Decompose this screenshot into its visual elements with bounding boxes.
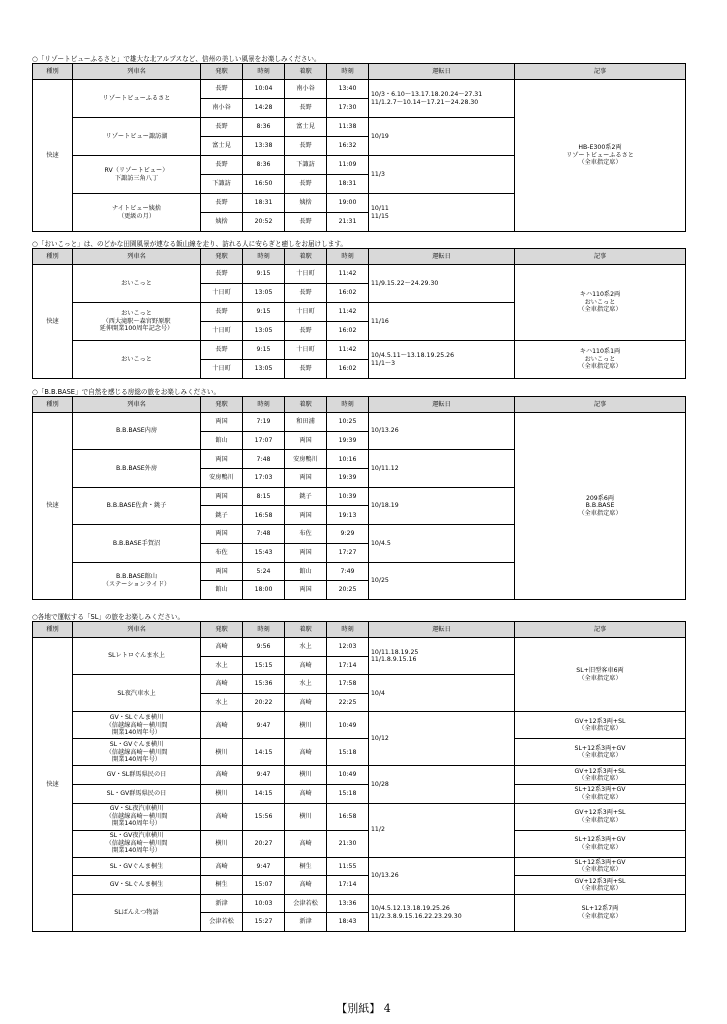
timetable	[32, 396, 686, 600]
departure-time: 5:24	[243, 562, 285, 581]
train-name: B.B.BASE館山 （ステーションライド）	[73, 562, 201, 599]
section-oykot	[32, 240, 685, 379]
arrival-station: 会津若松	[285, 894, 327, 913]
departure-station: 姨捨	[201, 213, 243, 232]
section-sl	[32, 613, 685, 932]
column-header: 列車名	[73, 249, 201, 265]
train-name: SL・GVぐんま桐生	[73, 857, 201, 876]
departure-station: 十日町	[201, 322, 243, 341]
arrival-station: 両国	[285, 431, 327, 450]
arrival-time: 15:18	[327, 784, 369, 803]
departure-station: 横川	[201, 739, 243, 766]
operation-days: 10/12	[369, 712, 515, 766]
arrival-time: 21:30	[327, 830, 369, 857]
table-row	[33, 341, 686, 360]
train-notes: GV+12系3両+SL （全車指定席）	[515, 712, 686, 739]
timetable	[32, 248, 686, 379]
departure-station: 高崎	[201, 857, 243, 876]
section-caption: ○「おいこっと」は、のどかな田園風景が連なる飯山線を走り、訪れる人に安らぎと癒しをお届けします。	[32, 240, 347, 248]
column-header: 時刻	[243, 64, 285, 80]
arrival-station: 十日町	[285, 265, 327, 284]
arrival-time: 21:31	[327, 213, 369, 232]
departure-time: 9:47	[243, 712, 285, 739]
section-bb-base	[32, 388, 685, 600]
operation-days: 11/16	[369, 303, 515, 341]
arrival-station: 和田浦	[285, 413, 327, 432]
departure-time: 14:28	[243, 99, 285, 118]
arrival-station: 高崎	[285, 693, 327, 712]
departure-station: 新津	[201, 894, 243, 913]
departure-station: 横川	[201, 830, 243, 857]
departure-station: 桐生	[201, 876, 243, 895]
arrival-time: 11:42	[327, 303, 369, 322]
operation-days: 10/4.5	[369, 525, 515, 562]
departure-time: 7:19	[243, 413, 285, 432]
train-name: SL夜汽車水上	[73, 675, 201, 712]
arrival-time: 18:31	[327, 175, 369, 194]
train-name: B.B.BASE外房	[73, 450, 201, 487]
departure-time: 9:15	[243, 303, 285, 322]
operation-days: 10/4.5.12.13.18.19.25.26 11/2.3.8.9.15.16.22.23.29.30	[369, 894, 515, 931]
departure-time: 15:07	[243, 876, 285, 895]
column-header: 着駅	[285, 64, 327, 80]
departure-station: 両国	[201, 562, 243, 581]
departure-station: 高崎	[201, 638, 243, 657]
train-notes: SL+旧型客車6両 （全車指定席）	[515, 638, 686, 712]
departure-time: 15:27	[243, 913, 285, 932]
column-header: 時刻	[243, 249, 285, 265]
train-notes: キハ110系1両 おいこっと （全車指定席）	[515, 341, 686, 379]
arrival-time: 18:43	[327, 913, 369, 932]
departure-station: 銚子	[201, 506, 243, 525]
train-notes: 209系6両 B.B.BASE （全車指定席）	[515, 413, 686, 600]
departure-time: 18:00	[243, 581, 285, 600]
column-header: 時刻	[327, 397, 369, 413]
arrival-time: 13:40	[327, 80, 369, 99]
departure-station: 高崎	[201, 712, 243, 739]
departure-station: 横川	[201, 784, 243, 803]
departure-time: 13:05	[243, 360, 285, 379]
column-header: 記事	[515, 622, 686, 638]
table-row	[33, 830, 686, 857]
train-name: GV・SL夜汽車横川 （信越線高崎～横川間 開業140周年号）	[73, 803, 201, 830]
departure-station: 富士見	[201, 137, 243, 156]
arrival-time: 17:14	[327, 876, 369, 895]
header-row	[33, 622, 686, 638]
departure-station: 会津若松	[201, 913, 243, 932]
departure-station: 長野	[201, 341, 243, 360]
departure-time: 15:15	[243, 656, 285, 675]
column-header: 時刻	[327, 622, 369, 638]
departure-station: 両国	[201, 450, 243, 469]
column-header: 時刻	[243, 397, 285, 413]
departure-station: 高崎	[201, 766, 243, 785]
table-row	[33, 265, 686, 284]
arrival-station: 南小谷	[285, 80, 327, 99]
arrival-time: 17:30	[327, 99, 369, 118]
train-name: RV（リゾートビュー） 下諏訪三角八丁	[73, 156, 201, 194]
section-caption: ○各地で運転する「SL」の旅をお楽しみください。	[32, 613, 185, 621]
column-header: 列車名	[73, 622, 201, 638]
arrival-station: 長野	[285, 99, 327, 118]
arrival-time: 11:09	[327, 156, 369, 175]
arrival-station: 高崎	[285, 656, 327, 675]
departure-station: 長野	[201, 118, 243, 137]
table-row	[33, 413, 686, 432]
table-row	[33, 894, 686, 913]
column-header: 種別	[33, 249, 73, 265]
column-header: 発駅	[201, 64, 243, 80]
departure-station: 高崎	[201, 675, 243, 694]
arrival-time: 11:55	[327, 857, 369, 876]
departure-station: 館山	[201, 431, 243, 450]
operation-days: 11/2	[369, 803, 515, 857]
arrival-time: 10:49	[327, 766, 369, 785]
arrival-station: 新津	[285, 913, 327, 932]
operation-days: 10/11.12	[369, 450, 515, 487]
departure-station: 十日町	[201, 284, 243, 303]
departure-station: 高崎	[201, 803, 243, 830]
column-header: 運転日	[369, 64, 515, 80]
departure-time: 9:56	[243, 638, 285, 657]
timetable	[32, 621, 686, 932]
section-caption: ○「リゾートビューふるさと」で雄大な北アルプスなど、信州の美しい風景をお楽しみください。	[32, 55, 321, 63]
arrival-time: 7:49	[327, 562, 369, 581]
arrival-time: 20:25	[327, 581, 369, 600]
arrival-station: 高崎	[285, 876, 327, 895]
section-caption: ○「B.B.BASE」で自然を感じる房総の旅をお楽しみください。	[32, 388, 221, 396]
departure-station: 長野	[201, 156, 243, 175]
arrival-time: 17:14	[327, 656, 369, 675]
departure-time: 8:36	[243, 156, 285, 175]
departure-station: 下諏訪	[201, 175, 243, 194]
table-row	[33, 876, 686, 895]
column-header: 時刻	[327, 64, 369, 80]
column-header: 発駅	[201, 397, 243, 413]
column-header: 着駅	[285, 397, 327, 413]
service-type: 快速	[33, 413, 73, 600]
arrival-time: 22:25	[327, 693, 369, 712]
train-name: B.B.BASE手賀沼	[73, 525, 201, 562]
arrival-station: 水上	[285, 675, 327, 694]
header-row	[33, 397, 686, 413]
operation-days: 11/9.15.22～24.29.30	[369, 265, 515, 303]
departure-station: 長野	[201, 265, 243, 284]
arrival-time: 19:00	[327, 194, 369, 213]
column-header: 発駅	[201, 622, 243, 638]
train-notes: GV+12系3両+SL （全車指定席）	[515, 876, 686, 895]
departure-station: 長野	[201, 80, 243, 99]
arrival-station: 高崎	[285, 784, 327, 803]
departure-time: 9:15	[243, 341, 285, 360]
page-footer: 【別紙】 4	[336, 1002, 391, 1015]
column-header: 記事	[515, 64, 686, 80]
table-row	[33, 803, 686, 830]
table-row	[33, 739, 686, 766]
arrival-time: 16:02	[327, 284, 369, 303]
train-name: SLばんえつ物語	[73, 894, 201, 931]
train-name: GV・SLぐんま横川 （信越線高崎～横川間 開業140周年号）	[73, 712, 201, 739]
arrival-station: 十日町	[285, 303, 327, 322]
arrival-station: 長野	[285, 137, 327, 156]
arrival-time: 16:58	[327, 803, 369, 830]
departure-time: 17:07	[243, 431, 285, 450]
operation-days: 10/13.26	[369, 857, 515, 894]
train-notes: SL+12系3両+GV （全車指定席）	[515, 784, 686, 803]
arrival-time: 16:02	[327, 322, 369, 341]
column-header: 運転日	[369, 249, 515, 265]
departure-station: 布佐	[201, 543, 243, 562]
arrival-station: 横川	[285, 712, 327, 739]
arrival-station: 両国	[285, 543, 327, 562]
departure-time: 10:03	[243, 894, 285, 913]
column-header: 着駅	[285, 249, 327, 265]
column-header: 種別	[33, 64, 73, 80]
train-notes: キハ110系2両 おいこっと （全車指定席）	[515, 265, 686, 341]
operation-days: 10/25	[369, 562, 515, 599]
departure-time: 7:48	[243, 450, 285, 469]
train-name: SL・GV群馬県民の日	[73, 784, 201, 803]
arrival-time: 13:36	[327, 894, 369, 913]
departure-station: 両国	[201, 525, 243, 544]
arrival-station: 十日町	[285, 341, 327, 360]
operation-days: 10/4	[369, 675, 515, 712]
train-name: B.B.BASE佐倉・銚子	[73, 487, 201, 524]
train-name: ナイトビュー姨捨 （更級の月）	[73, 194, 201, 232]
arrival-station: 姨捨	[285, 194, 327, 213]
arrival-time: 10:25	[327, 413, 369, 432]
arrival-time: 19:39	[327, 469, 369, 488]
column-header: 列車名	[73, 397, 201, 413]
departure-time: 9:47	[243, 766, 285, 785]
departure-time: 13:38	[243, 137, 285, 156]
arrival-station: 下諏訪	[285, 156, 327, 175]
section-resort-view-furusato	[32, 55, 685, 232]
departure-time: 17:03	[243, 469, 285, 488]
arrival-station: 横川	[285, 766, 327, 785]
departure-station: 十日町	[201, 360, 243, 379]
column-header: 運転日	[369, 397, 515, 413]
train-name: GV・SL群馬県民の日	[73, 766, 201, 785]
operation-days: 10/13.26	[369, 413, 515, 450]
table-row	[33, 857, 686, 876]
train-name: SL・GVぐんま横川 （信越線高崎～横川間 開業140周年号）	[73, 739, 201, 766]
arrival-time: 17:58	[327, 675, 369, 694]
train-notes: SL+12系7両 （全車指定席）	[515, 894, 686, 931]
operation-days: 10/19	[369, 118, 515, 156]
departure-station: 館山	[201, 581, 243, 600]
arrival-station: 高崎	[285, 739, 327, 766]
arrival-station: 水上	[285, 638, 327, 657]
header-row	[33, 64, 686, 80]
departure-station: 長野	[201, 303, 243, 322]
train-notes: HB-E300系2両 リゾートビューふるさと （全車指定席）	[515, 80, 686, 232]
column-header: 発駅	[201, 249, 243, 265]
column-header: 着駅	[285, 622, 327, 638]
arrival-time: 16:32	[327, 137, 369, 156]
table-row	[33, 80, 686, 99]
train-name: おいこっと	[73, 341, 201, 379]
arrival-time: 15:18	[327, 739, 369, 766]
table-row	[33, 784, 686, 803]
arrival-station: 布佐	[285, 525, 327, 544]
arrival-station: 横川	[285, 803, 327, 830]
service-type: 快速	[33, 638, 73, 932]
departure-time: 8:36	[243, 118, 285, 137]
arrival-station: 安房鴨川	[285, 450, 327, 469]
arrival-station: 館山	[285, 562, 327, 581]
train-name: リゾートビューふるさと	[73, 80, 201, 118]
train-name: リゾートビュー諏訪湖	[73, 118, 201, 156]
departure-station: 長野	[201, 194, 243, 213]
departure-time: 15:56	[243, 803, 285, 830]
departure-time: 16:50	[243, 175, 285, 194]
arrival-time: 11:38	[327, 118, 369, 137]
departure-time: 16:58	[243, 506, 285, 525]
departure-time: 9:15	[243, 265, 285, 284]
column-header: 運転日	[369, 622, 515, 638]
train-name: SLレトロぐんま水上	[73, 638, 201, 675]
arrival-station: 富士見	[285, 118, 327, 137]
train-notes: SL+12系3両+GV （全車指定席）	[515, 857, 686, 876]
departure-time: 15:36	[243, 675, 285, 694]
departure-time: 13:05	[243, 284, 285, 303]
arrival-time: 16:02	[327, 360, 369, 379]
departure-time: 7:48	[243, 525, 285, 544]
arrival-station: 長野	[285, 213, 327, 232]
arrival-station: 両国	[285, 469, 327, 488]
arrival-time: 10:49	[327, 712, 369, 739]
header-row	[33, 249, 686, 265]
departure-station: 両国	[201, 487, 243, 506]
column-header: 列車名	[73, 64, 201, 80]
train-name: おいこっと （西大滝駅～森宮野原駅 延伸開業100周年記念号）	[73, 303, 201, 341]
departure-station: 水上	[201, 656, 243, 675]
operation-days: 10/3・6.10～13.17.18.20.24～27.31 11/1.2.7～10.14～17.21～24.28.30	[369, 80, 515, 118]
arrival-station: 両国	[285, 581, 327, 600]
departure-time: 20:27	[243, 830, 285, 857]
arrival-station: 長野	[285, 322, 327, 341]
table-row	[33, 638, 686, 657]
departure-time: 13:05	[243, 322, 285, 341]
column-header: 種別	[33, 622, 73, 638]
train-notes: GV+12系3両+SL （全車指定席）	[515, 803, 686, 830]
departure-time: 10:04	[243, 80, 285, 99]
column-header: 種別	[33, 397, 73, 413]
arrival-station: 両国	[285, 506, 327, 525]
departure-time: 14:15	[243, 739, 285, 766]
train-name: B.B.BASE内房	[73, 413, 201, 450]
timetable	[32, 63, 686, 232]
arrival-time: 10:39	[327, 487, 369, 506]
departure-time: 14:15	[243, 784, 285, 803]
arrival-time: 9:29	[327, 525, 369, 544]
train-notes: GV+12系3両+SL （全車指定席）	[515, 766, 686, 785]
operation-days: 10/11 11/15	[369, 194, 515, 232]
train-notes: SL+12系3両+GV （全車指定席）	[515, 830, 686, 857]
column-header: 時刻	[243, 622, 285, 638]
arrival-time: 11:42	[327, 265, 369, 284]
arrival-station: 桐生	[285, 857, 327, 876]
operation-days: 10/4.5.11～13.18.19.25.26 11/1～3	[369, 341, 515, 379]
arrival-time: 12:03	[327, 638, 369, 657]
operation-days: 11/3	[369, 156, 515, 194]
train-name: SL・GV夜汽車横川 （信越線高崎～横川間 開業140周年号）	[73, 830, 201, 857]
departure-time: 8:15	[243, 487, 285, 506]
departure-time: 9:47	[243, 857, 285, 876]
departure-station: 水上	[201, 693, 243, 712]
departure-time: 18:31	[243, 194, 285, 213]
departure-time: 20:22	[243, 693, 285, 712]
arrival-station: 長野	[285, 360, 327, 379]
arrival-time: 17:27	[327, 543, 369, 562]
departure-station: 南小谷	[201, 99, 243, 118]
column-header: 時刻	[327, 249, 369, 265]
operation-days: 10/28	[369, 766, 515, 803]
arrival-station: 銚子	[285, 487, 327, 506]
arrival-station: 長野	[285, 284, 327, 303]
operation-days: 10/18.19	[369, 487, 515, 524]
train-name: おいこっと	[73, 265, 201, 303]
arrival-time: 19:13	[327, 506, 369, 525]
departure-station: 安房鴨川	[201, 469, 243, 488]
service-type: 快速	[33, 80, 73, 232]
service-type: 快速	[33, 265, 73, 379]
departure-time: 20:52	[243, 213, 285, 232]
table-row	[33, 766, 686, 785]
operation-days: 10/11.18.19.25 11/1.8.9.15.16	[369, 638, 515, 675]
table-row	[33, 712, 686, 739]
arrival-station: 高崎	[285, 830, 327, 857]
arrival-time: 19:39	[327, 431, 369, 450]
train-name: GV・SLぐんま桐生	[73, 876, 201, 895]
arrival-time: 10:16	[327, 450, 369, 469]
arrival-time: 11:42	[327, 341, 369, 360]
departure-station: 両国	[201, 413, 243, 432]
column-header: 記事	[515, 249, 686, 265]
arrival-station: 長野	[285, 175, 327, 194]
departure-time: 15:43	[243, 543, 285, 562]
train-notes: SL+12系3両+GV （全車指定席）	[515, 739, 686, 766]
column-header: 記事	[515, 397, 686, 413]
